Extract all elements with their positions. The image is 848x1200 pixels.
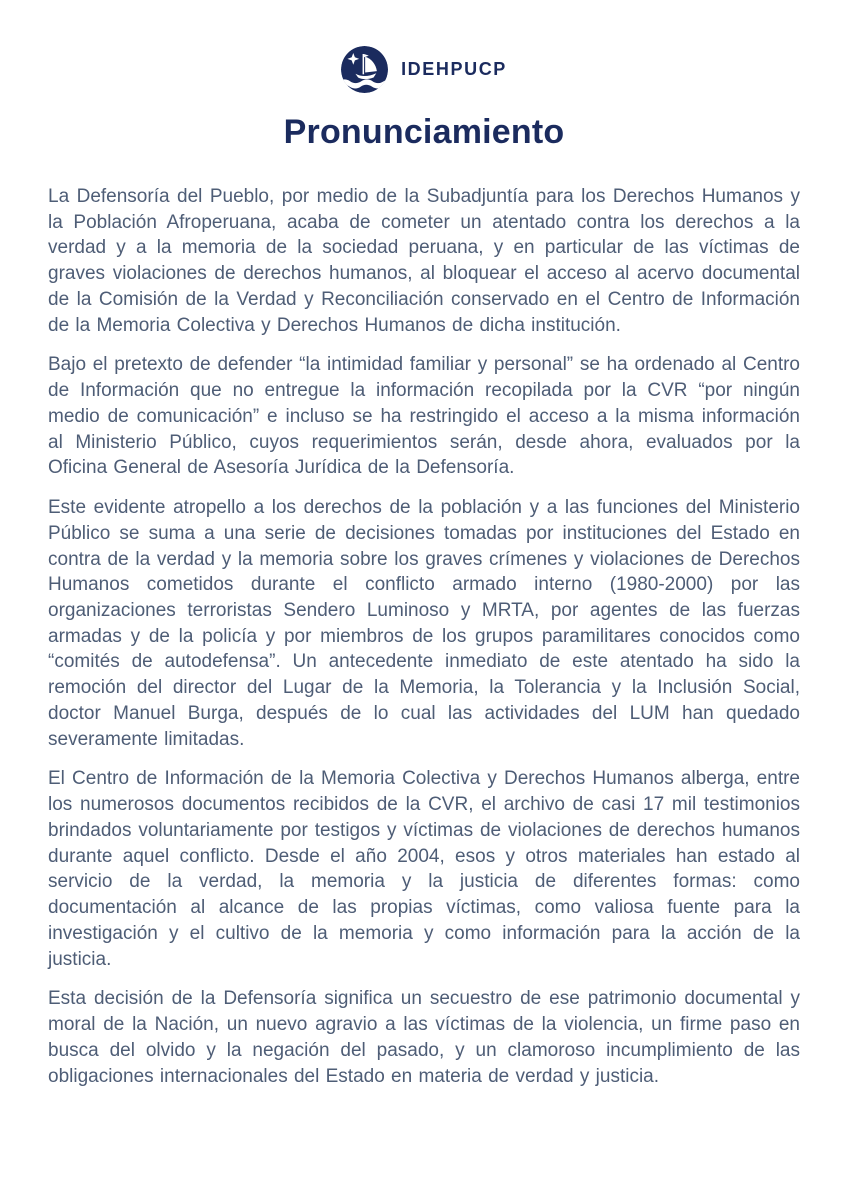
document-header (0, 0, 848, 152)
page-title: Pronunciamiento (283, 113, 565, 151)
statement-body (48, 184, 800, 1089)
logo-wordmark: IDEHPUCP (401, 59, 507, 79)
statement-paragraph: El Centro de Información de la Memoria Colectiva y Derechos Humanos alberga, entre los numerosos documentos recibidos de la CVR, el archivo de casi 17 mil testimonios brindados voluntariamente por testigos y víctimas de violaciones de derechos humanos durante aquel conflicto. Desde el año 2004, esos y otros materiales han estado al servicio de la verdad, la memoria y la justicia de diferentes formas: como documentación al alcance de las propias víctimas, como valiosa fuente para la investigación y el cultivo de la memoria y como información para la acción de la justicia. (48, 768, 800, 970)
statement-paragraph: Bajo el pretexto de defender “la intimidad familiar y personal” se ha ordenado al Centro de Información que no entregue la información recopilada por la CVR “por ningún medio de comunicación” e incluso se ha restringido el acceso a la misma información al Ministerio Público, cuyos requerimientos serán, desde ahora, evaluados por la Oficina General de Asesoría Jurídica de la Defensoría. (48, 354, 800, 479)
ship-star-circle-logo-icon (341, 46, 388, 93)
statement-paragraph: La Defensoría del Pueblo, por medio de la Subadjuntía para los Derechos Humanos y la Población Afroperuana, acaba de cometer un atentado contra los derechos a la verdad y a la memoria de la sociedad peruana, y en particular de las víctimas de graves violaciones de derechos humanos, al bloquear el acceso al acervo documental de la Comisión de la Verdad y Reconciliación conservado en el Centro de Información de la Memoria Colectiva y Derechos Humanos de dicha institución. (48, 186, 800, 336)
idehpucp-logo (0, 46, 848, 93)
statement-paragraph: Esta decisión de la Defensoría significa un secuestro de ese patrimonio documental y moral de la Nación, un nuevo agravio a las víctimas de la violencia, un firme paso en busca del olvido y la negación del pasado, y un clamoroso incumplimiento de las obligaciones internacionales del Estado en materia de verdad y justicia. (48, 988, 800, 1087)
statement-paragraph: Este evidente atropello a los derechos de la población y a las funciones del Ministerio Público se suma a una serie de decisiones tomadas por instituciones del Estado en contra de la verdad y la memoria sobre los graves crímenes y violaciones de Derechos Humanos cometidos durante el conflicto armado interno (1980-2000) por las organizaciones terroristas Sendero Luminoso y MRTA, por agentes de las fuerzas armadas y de la policía y por miembros de los grupos paramilitares conocidos como “comités de autodefensa”. Un antecedente inmediato de este atentado ha sido la remoción del director del Lugar de la Memoria, la Tolerancia y la Inclusión Social, doctor Manuel Burga, después de lo cual las actividades del LUM han quedado severamente limitadas. (48, 497, 800, 750)
